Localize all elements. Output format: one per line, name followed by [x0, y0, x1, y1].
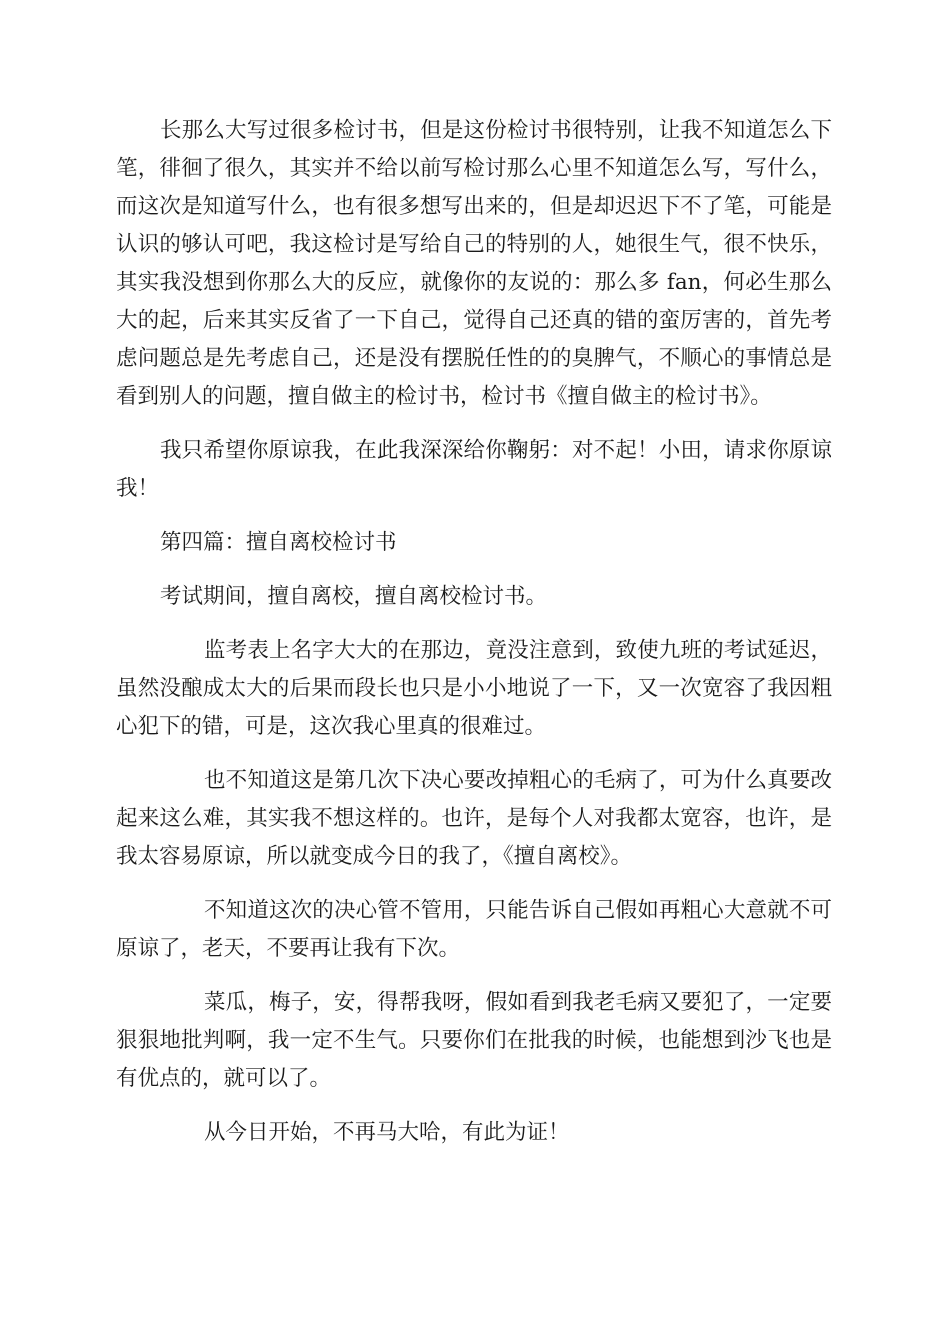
paragraph-apology: 我只希望你原谅我，在此我深深给你鞠躬：对不起！小田，请求你原谅我！ [116, 438, 832, 501]
paragraph-friends: 菜瓜，梅子，安，得帮我呀，假如看到我老毛病又要犯了，一定要狠狠地批判啊，我一定不生气。只要你们在批我的时候，也能想到沙飞也是有优点的，就可以了。 [116, 990, 832, 1091]
paragraph-resolution: 也不知道这是第几次下决心要改掉粗心的毛病了，可为什么真要改起来这么难，其实我不想这样的。也许，是每个人对我都太宽容，也许，是我太容易原谅，所以就变成今日的我了，《擅自离校》。 [116, 768, 832, 869]
paragraph-self-review: 长那么大写过很多检讨书，但是这份检讨书很特别，让我不知道怎么下笔，徘徊了很久，其实并不给以前写检讨那么心里不知道怎么写，写什么，而这次是知道写什么，也有很多想写出来的，但是却迟迟下不了笔，可能是认识的够认可吧，我这检讨是写给自己的特别的人，她很生气，很不快乐，其实我没想到你那么大的反应，就像你的友说的：那么多 fan，何必生那么大的起，后来其实反省了一下自己，觉得自己还真的错的蛮厉害的，首先考虑问题总是先考虑自己，还是没有摆脱任性的的臭脾气，不顺心的事情总是看到别人的问题，擅自做主的检讨书，检讨书《擅自做主的检讨书》。 [116, 118, 832, 409]
document-page [116, 112, 832, 1168]
section-heading: 第四篇：擅自离校检讨书 [160, 530, 397, 555]
paragraph-determination: 不知道这次的决心管不管用，只能告诉自己假如再粗心大意就不可原谅了，老天，不要再让我有下次。 [116, 898, 832, 961]
paragraph-exam-delay: 监考表上名字大大的在那边，竟没注意到，致使九班的考试延迟，虽然没酿成太大的后果而段长也只是小小地说了一下，又一次宽容了我因粗心犯下的错，可是，这次我心里真的很难过。 [116, 638, 832, 739]
paragraph-closing: 从今日开始，不再马大哈，有此为证！ [204, 1120, 570, 1145]
paragraph-intro: 考试期间，擅自离校，擅自离校检讨书。 [160, 584, 548, 609]
